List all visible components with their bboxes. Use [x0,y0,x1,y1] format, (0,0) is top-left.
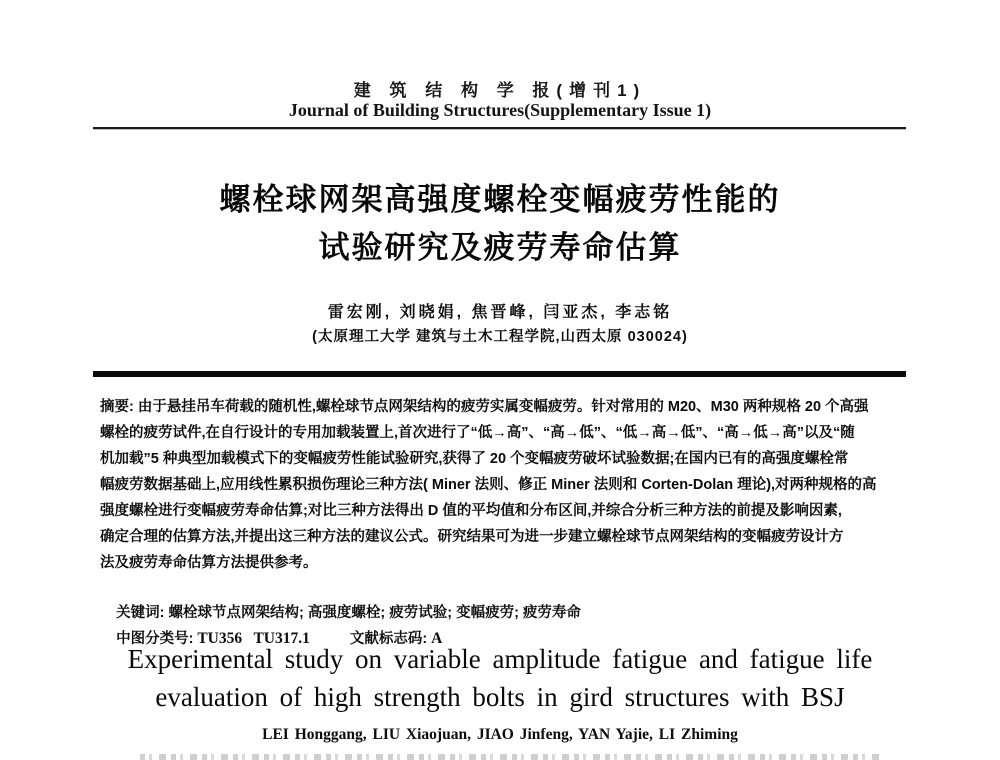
keywords-label: 关键词: [116,605,165,621]
paper-title-en-line2: evaluation of high strength bolts in gird structures with BSJ [155,682,845,712]
journal-title-en: Journal of Building Structures(Supplementary Issue 1) [288,100,712,120]
abstract-line: 法及疲劳寿命估算方法提供参考。 [100,555,318,571]
keywords-text: 螺栓球节点网架结构; 高强度螺栓; 疲劳试验; 变幅疲劳; 疲劳寿命 [164,605,581,621]
cutoff-text-line [140,754,880,760]
abstract-line: 强度螺栓进行变幅疲劳寿命估算;对比三种方法得出 D 值的平均值和分布区间,并综合分析三种方法的前提及影响因素, [100,503,842,519]
abstract-line: 确定合理的估算方法,并提出这三种方法的建议公式。研究结果可为进一步建立螺栓球节点网架结构的变幅疲劳设计方 [100,529,844,545]
header-divider-rule [93,127,906,129]
abstract-line: 螺栓的疲劳试件,在自行设计的专用加载装置上,首次进行了“低→高”、“高→低”、“低→高→低”、“高→低→高”以及“随 [100,425,855,441]
doc-code-label: 文献标志码: [349,631,428,647]
abstract-line: 幅疲劳数据基础上,应用线性累积损伤理论三种方法( Miner 法则、修正 Miner 法则和 Corten-Dolan 理论),对两种规格的高 [100,477,877,493]
journal-title-cn: 建 筑 结 构 学 报(增刊1) [353,81,647,100]
clc-value: TU356 TU317.1 [193,630,310,647]
doc-code-value: A [427,630,443,647]
abstract-block [100,394,900,576]
paper-title-en [0,640,1000,716]
authors-en: LEI Honggang, LIU Xiaojuan, JIAO Jinfeng, YAN Yajie, LI Zhiming [262,726,738,743]
paper-title-en-line1: Experimental study on variable amplitude fatigue and fatigue life [127,644,873,674]
authors-cn: 雷宏刚, 刘晓娟, 焦晋峰, 闫亚杰, 李志铭 [327,304,673,321]
paper-title-cn [0,176,1000,272]
affiliation-cn: (太原理工大学 建筑与土木工程学院,山西太原 030024) [312,329,688,345]
abstract-top-rule [93,371,906,377]
paper-title-cn-line2: 试验研究及疲劳寿命估算 [318,230,682,265]
abstract-line: 机加载”5 种典型加载模式下的变幅疲劳性能试验研究,获得了 20 个变幅疲劳破坏试验数据;在国内已有的高强度螺栓常 [100,451,849,467]
paper-title-cn-line1: 螺栓球网架高强度螺栓变幅疲劳性能的 [219,182,781,217]
clc-label: 中图分类号: [116,631,194,647]
abstract-line: 摘要: 由于悬挂吊车荷载的随机性,螺栓球节点网架结构的疲劳实属变幅疲劳。针对常用的 M20、M30 两种规格 20 个高强 [100,399,869,415]
